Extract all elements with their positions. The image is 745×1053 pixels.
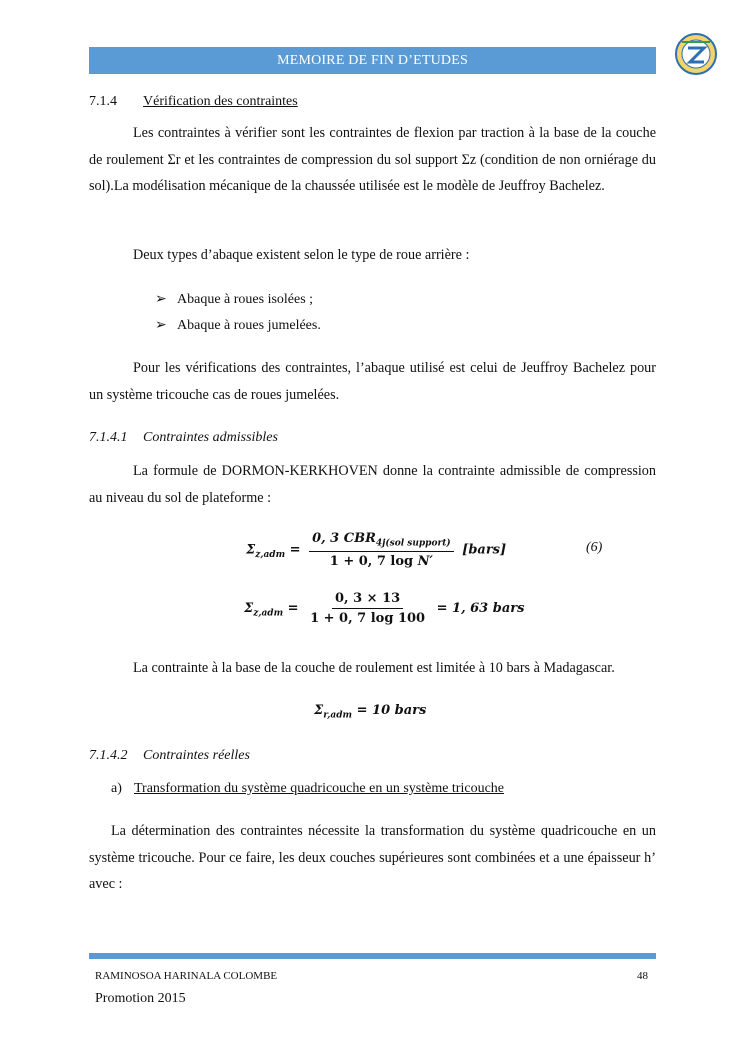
section-title: Vérification des contraintes: [143, 94, 298, 109]
subsection-a: [111, 781, 504, 797]
footer-promotion: Promotion 2015: [95, 991, 186, 1006]
section-title: Contraintes admissibles: [143, 430, 278, 445]
equation-number: (6): [586, 540, 603, 555]
section-number: 7.1.4.2: [89, 748, 128, 763]
section-number: 7.1.4: [89, 94, 117, 109]
equation-roulement: $\Sigma_{r,adm} = 10$ bars: [314, 703, 427, 721]
section-heading-7-1-4-2: [89, 748, 250, 764]
paragraph-types-abaque: Deux types d’abaque existent selon le type de roue arrière :: [133, 247, 470, 263]
section-number: 7.1.4.1: [89, 430, 128, 445]
page-number: 48: [637, 970, 648, 982]
section-title: Contraintes réelles: [143, 748, 250, 763]
subsection-label: a): [111, 781, 122, 796]
section-heading-7-1-4-1: [89, 430, 278, 446]
equation-6: $\Sigma_{z,adm}$ = $\frac{0, 3 CBR_{4j(sol support)}}{\text{1 + 0, 7 log N′}}$ [bars]: [246, 531, 507, 569]
header-title: MEMOIRE DE FIN D’ETUDES: [277, 52, 468, 68]
paragraph-contraintes: Les contraintes à vérifier sont les contraintes de flexion par traction à la base de la couche de roulement Σr et les contraintes de compression du sol support Σz (condition de non orniérage du sol).La modélisation mécanique de la chaussée utilisée est le modèle de Jeuffroy Bachelez.: [89, 125, 656, 194]
list-item: ➢ Abaque à roues jumelées.: [155, 318, 321, 333]
section-heading-7-1-4: [89, 94, 298, 110]
footer-author: RAMINOSOA HARINALA COLOMBE: [95, 970, 278, 982]
subsection-title: Transformation du système quadricouche en un système tricouche: [134, 781, 505, 796]
paragraph-dormon: La formule de DORMON-KERKHOVEN donne la contrainte admissible de compression au niveau du sol de plateforme :: [89, 463, 656, 506]
footer-divider: [89, 953, 656, 959]
paragraph-verifications: Pour les vérifications des contraintes, l’abaque utilisé est celui de Jeuffroy Bachelez pour un système tricouche cas de roues jumelées.: [89, 360, 656, 403]
list-item: ➢ Abaque à roues isolées ;: [155, 292, 314, 307]
arrow-bullet-icon: ➢: [155, 318, 167, 333]
paragraph-limite: La contrainte à la base de la couche de roulement est limitée à 10 bars à Madagascar.: [133, 660, 615, 676]
arrow-bullet-icon: ➢: [155, 292, 167, 307]
page-header: [89, 47, 656, 74]
university-emblem-icon: [674, 32, 718, 76]
equation-numeric: $\Sigma_{z,adm}$ = $\frac{0, 3 \times 13}{1 + 0, 7 \log 100}$ = 1, 63 bars: [244, 591, 525, 626]
paragraph-transformation: La détermination des contraintes nécessite la transformation du système quadricouche en un système tricouche. Pour ce faire, les deux couches supérieures sont combinées et a une épaisseur h’ avec :: [89, 823, 656, 892]
